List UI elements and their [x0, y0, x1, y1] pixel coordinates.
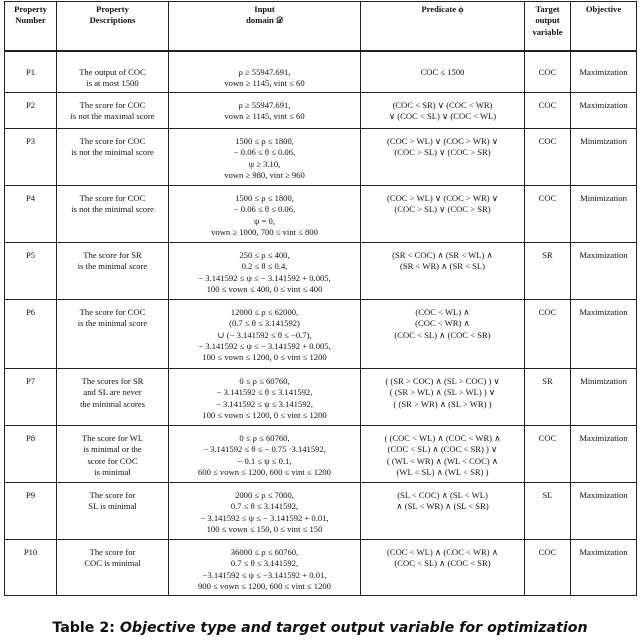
input-domain-line: 0 ≤ ρ ≤ 60760,: [239, 375, 290, 386]
table-row: [5, 299, 637, 368]
input-domain-line: (0.7 ≤ θ ≤ 3.141592): [229, 318, 300, 329]
header-predicate: Predicate ϕ: [361, 2, 525, 52]
target-variable-cell: SL: [525, 482, 571, 539]
input-domain-line: 600 ≤ vown ≤ 1200, 600 ≤ vint ≤ 1200: [198, 467, 331, 478]
predicate-cell: [361, 299, 525, 368]
target-variable-cell: COC: [525, 185, 571, 242]
input-domain-line: 1500 ≤ ρ ≤ 1800,: [235, 192, 294, 203]
property-number-cell: P9: [5, 482, 57, 539]
predicate-line: ( (SR > WR) ∧ (SL > WR) ): [393, 398, 492, 409]
predicate-line: (COC > WL) ∨ (COC > WR) ∨: [387, 135, 498, 146]
property-description-line: The score for WL: [81, 432, 144, 443]
predicate-cell: [361, 51, 525, 92]
objective-cell: Maximization: [571, 539, 637, 595]
header-target-output-variable: Target output variable: [525, 2, 571, 52]
predicate-cell: [361, 128, 525, 185]
property-description-cell: [57, 482, 169, 539]
objective-cell: Maximization: [571, 242, 637, 299]
property-number-cell: P1: [5, 51, 57, 92]
predicate-line: (COC < SL) ∧ (COC < SR) ) ∨: [387, 444, 498, 455]
caption-label: Table 2:: [52, 620, 115, 636]
input-domain-line: − 0.06 ≤ θ ≤ 0.06,: [233, 147, 296, 158]
property-description-cell: [57, 92, 169, 128]
input-domain-cell: [169, 242, 361, 299]
input-domain-line: 100 ≤ vown ≤ 1200, 0 ≤ vint ≤ 1200: [202, 410, 327, 421]
property-description-cell: [57, 185, 169, 242]
property-description-line: The scores for SR: [81, 375, 144, 386]
property-description-cell: [57, 539, 169, 595]
objective-cell: Maximization: [571, 51, 637, 92]
input-domain-line: 0.7 ≤ θ ≤ 3.141592,: [230, 501, 299, 512]
table-row: [5, 92, 637, 128]
property-description-line: is not the minimal score: [71, 147, 154, 158]
property-description-cell: [57, 128, 169, 185]
property-description-line: and SL are never: [83, 387, 142, 398]
property-number-cell: P2: [5, 92, 57, 128]
property-description-line: The score for COC: [79, 192, 146, 203]
property-description-line: The output of COC: [79, 67, 146, 77]
input-domain-line: − 3.141592 ≤ ψ ≤ 3.141592,: [215, 398, 313, 409]
predicate-cell: [361, 92, 525, 128]
input-domain-line: 900 ≤ vown ≤ 1200, 600 ≤ vint ≤ 1200: [198, 581, 331, 592]
table-row: [5, 539, 637, 595]
input-domain-line: − 3.141592 ≤ ψ ≤ − 3.141592 + 0.01,: [200, 512, 329, 523]
input-domain-line: − 0.1 ≤ ψ ≤ 0.1,: [237, 455, 292, 466]
predicate-line: (COC < WL) ∧: [415, 306, 470, 317]
predicate-line: COC ≤ 1500: [420, 67, 465, 77]
target-variable-cell: COC: [525, 51, 571, 92]
header-objective: Objective: [571, 2, 637, 52]
input-domain-cell: [169, 482, 361, 539]
property-description-line: The score for COC: [79, 306, 146, 317]
objective-cell: Minimization: [571, 128, 637, 185]
predicate-line: (COC < WR) ∧: [415, 318, 470, 329]
property-description-cell: [57, 425, 169, 482]
input-domain-line: ∪ (− 3.141592 ≤ θ ≤ −0.7),: [217, 329, 312, 340]
predicate-cell: [361, 425, 525, 482]
property-number-cell: P7: [5, 368, 57, 425]
input-domain-line: 0.2 ≤ θ ≤ 0.4,: [241, 261, 288, 272]
property-description-line: is minimal: [94, 467, 131, 478]
table-row: [5, 482, 637, 539]
input-domain-line: 250 ≤ ρ ≤ 400,: [239, 249, 290, 260]
property-description-line: is the minimal score: [77, 261, 148, 272]
input-domain-line: − 3.141592 ≤ ψ ≤ − 3.141592 + 0.005,: [198, 272, 331, 283]
predicate-line: (COC > WL) ∨ (COC > WR) ∨: [387, 192, 498, 203]
predicate-line: ∧ (SL < WR) ∧ (SL < SR): [396, 501, 489, 512]
objective-cell: Minimization: [571, 368, 637, 425]
property-description-cell: [57, 242, 169, 299]
input-domain-line: − 0.06 ≤ θ ≤ 0.06,: [233, 204, 296, 215]
property-description-line: is not the minimal score: [71, 204, 154, 215]
property-description-line: is at most 1500: [86, 78, 139, 89]
input-domain-line: vown ≥ 980, vint ≥ 960: [224, 170, 305, 181]
property-description-line: is minimal or the: [83, 444, 142, 455]
property-description-line: COC is minimal: [84, 558, 141, 569]
property-description-line: the minimal scores: [80, 398, 145, 409]
input-domain-line: − 3.141592 ≤ θ ≤ 3.141592,: [216, 387, 313, 398]
table-caption: [0, 620, 640, 636]
input-domain-line: ψ ≥ 3.10,: [248, 158, 281, 169]
input-domain-line: ρ ≥ 55947.691,: [238, 99, 291, 110]
table-row: [5, 425, 637, 482]
predicate-line: (COC < SR) ∨ (COC < WR): [392, 99, 493, 110]
property-description-line: The score for COC: [79, 99, 146, 110]
predicate-line: (COC < SL) ∧ (COC < SR): [394, 558, 491, 569]
input-domain-line: 12000 ≤ ρ ≤ 62000,: [230, 306, 299, 317]
input-domain-line: 0.7 ≤ θ ≤ 3.141592,: [230, 558, 299, 569]
predicate-line: (SR < COC) ∧ (SR < WL) ∧: [392, 249, 493, 260]
predicate-line: ∨ (COC < SL) ∨ (COC < WL): [388, 111, 497, 122]
target-variable-cell: COC: [525, 299, 571, 368]
predicate-line: (COC > SL) ∨ (COC > SR): [394, 147, 491, 158]
table-row: [5, 51, 637, 92]
property-description-line: The score for: [89, 489, 136, 500]
target-variable-cell: COC: [525, 539, 571, 595]
input-domain-line: vown ≥ 1000, 700 ≤ vint ≤ 800: [211, 227, 318, 238]
objective-cell: Minimization: [571, 185, 637, 242]
objective-cell: Maximization: [571, 299, 637, 368]
input-domain-line: 100 ≤ vown ≤ 1200, 0 ≤ vint ≤ 1200: [202, 352, 327, 363]
input-domain-line: ψ = 0,: [254, 215, 275, 226]
target-variable-cell: COC: [525, 128, 571, 185]
predicate-line: (COC < WL) ∧ (COC < WR) ∧: [387, 546, 498, 557]
target-variable-cell: COC: [525, 92, 571, 128]
table-row: [5, 368, 637, 425]
property-number-cell: P10: [5, 539, 57, 595]
input-domain-line: vown ≥ 1145, vint ≤ 60: [224, 111, 305, 122]
input-domain-cell: [169, 92, 361, 128]
input-domain-cell: [169, 425, 361, 482]
predicate-cell: [361, 539, 525, 595]
input-domain-line: ρ ≥ 55947.691,: [238, 67, 291, 77]
table-row: [5, 128, 637, 185]
table-row: [5, 242, 637, 299]
input-domain-cell: [169, 128, 361, 185]
property-description-cell: [57, 299, 169, 368]
objective-cell: Maximization: [571, 482, 637, 539]
property-description-line: SL is minimal: [88, 501, 137, 512]
target-variable-cell: COC: [525, 425, 571, 482]
input-domain-line: −3.141592 ≤ ψ ≤ −3.141592 + 0.01,: [202, 569, 327, 580]
property-number-cell: P5: [5, 242, 57, 299]
predicate-cell: [361, 242, 525, 299]
input-domain-cell: [169, 51, 361, 92]
input-domain-line: 0 ≤ ρ ≤ 60760,: [239, 432, 290, 443]
header-property-descriptions: Property Descriptions: [57, 2, 169, 52]
header-input-domain: Input domain 𝒟: [169, 2, 361, 52]
predicate-cell: [361, 368, 525, 425]
objective-cell: Maximization: [571, 92, 637, 128]
predicate-line: ( (SR > WL) ∧ (SL > WL) ) ∨: [389, 387, 496, 398]
input-domain-cell: [169, 368, 361, 425]
predicate-line: (COC < SL) ∧ (COC < SR): [394, 329, 491, 340]
objective-cell: Maximization: [571, 425, 637, 482]
input-domain-line: − 3.141592 ≤ ψ ≤ − 3.141592 + 0.005,: [198, 341, 331, 352]
predicate-line: ( (SR > COC) ∧ (SL > COC) ) ∨: [385, 375, 500, 386]
property-description-line: The score for: [89, 546, 136, 557]
input-domain-cell: [169, 539, 361, 595]
predicate-line: (SR < WR) ∧ (SR < SL): [399, 261, 486, 272]
properties-table: [4, 1, 637, 596]
header-property-number: Property Number: [5, 2, 57, 52]
input-domain-line: vown ≥ 1145, vint ≤ 60: [224, 78, 305, 89]
predicate-cell: [361, 482, 525, 539]
input-domain-line: 100 ≤ vown ≤ 400, 0 ≤ vint ≤ 400: [206, 284, 323, 295]
predicate-cell: [361, 185, 525, 242]
property-description-line: is the minimal score: [77, 318, 148, 329]
caption-title: Objective type and target output variable for optimization: [119, 620, 588, 636]
property-description-line: is not the maximal score: [70, 111, 155, 122]
property-description-line: The score for SR: [83, 249, 142, 260]
input-domain-line: − 3.141592 ≤ θ ≤ − 0.75 ·3.141592,: [203, 444, 326, 455]
property-description-cell: [57, 368, 169, 425]
property-number-cell: P8: [5, 425, 57, 482]
predicate-line: (WL < SL) ∧ (WL < SR) ): [396, 467, 489, 478]
input-domain-cell: [169, 185, 361, 242]
header-row: [5, 2, 637, 52]
target-variable-cell: SR: [525, 242, 571, 299]
property-number-cell: P6: [5, 299, 57, 368]
predicate-line: (COC > SL) ∨ (COC > SR): [394, 204, 491, 215]
property-number-cell: P4: [5, 185, 57, 242]
input-domain-line: 36000 ≤ ρ ≤ 60760,: [230, 546, 299, 557]
property-description-line: score for COC: [87, 455, 138, 466]
input-domain-line: 1500 ≤ ρ ≤ 1800,: [235, 135, 294, 146]
property-description-line: The score for COC: [79, 135, 146, 146]
property-number-cell: P3: [5, 128, 57, 185]
predicate-line: ( (WL < WR) ∧ (WL < COC) ∧: [386, 455, 499, 466]
property-description-cell: [57, 51, 169, 92]
predicate-line: (SL < COC) ∧ (SL < WL): [397, 489, 488, 500]
input-domain-line: 2000 ≤ ρ ≤ 7000,: [235, 489, 294, 500]
input-domain-line: 100 ≤ vown ≤ 150, 0 ≤ vint ≤ 150: [206, 524, 323, 535]
table-row: [5, 185, 637, 242]
predicate-line: ( (COC < WL) ∧ (COC < WR) ∧: [384, 432, 501, 443]
input-domain-cell: [169, 299, 361, 368]
target-variable-cell: SR: [525, 368, 571, 425]
